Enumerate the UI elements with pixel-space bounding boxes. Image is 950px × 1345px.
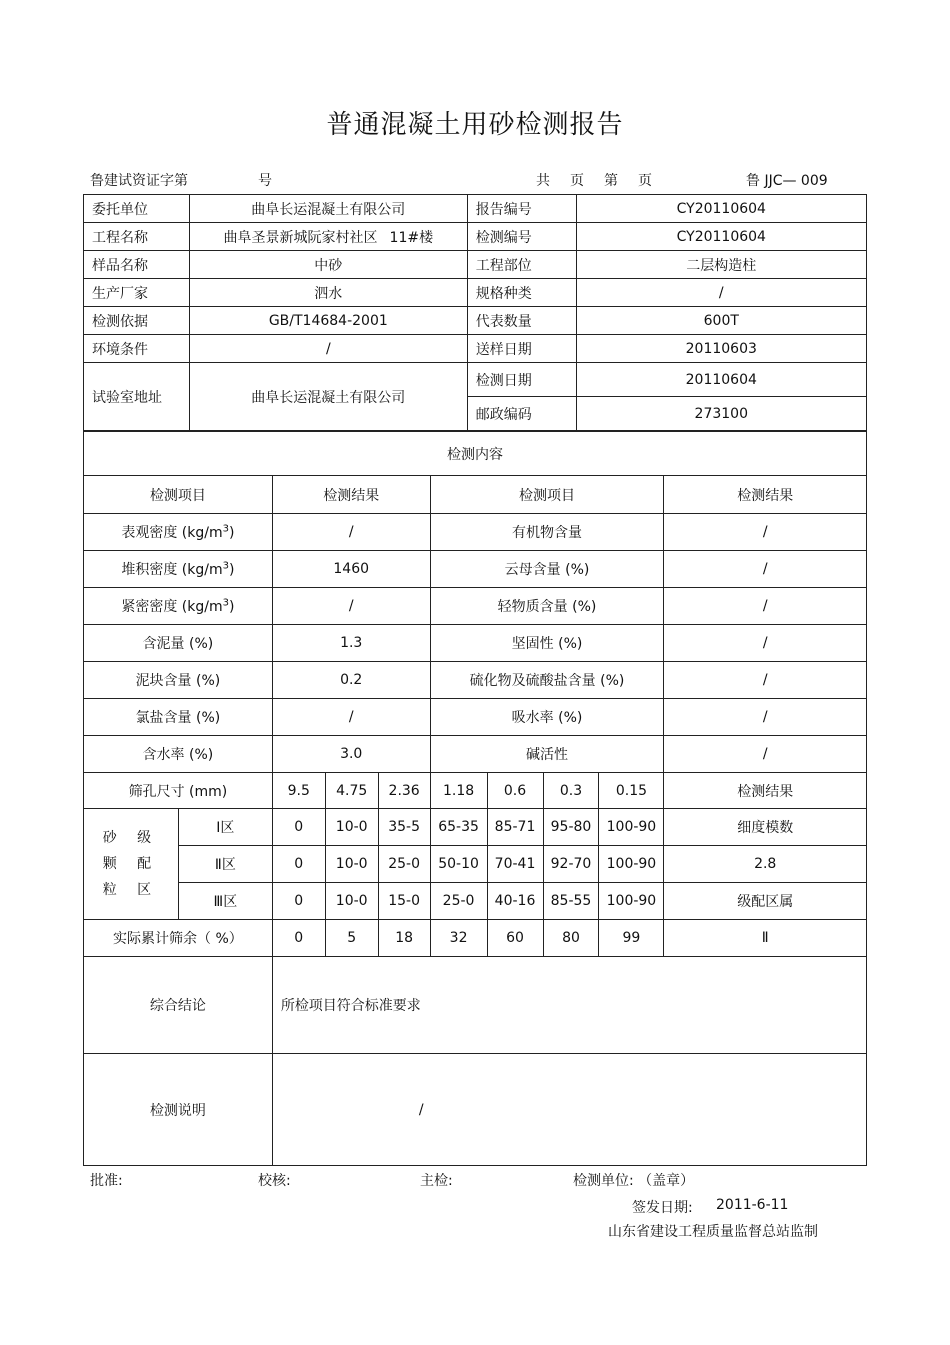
- sieve-size: 9.5: [272, 773, 325, 809]
- conclusion-text: 所检项目符合标准要求: [272, 957, 866, 1054]
- zone-name: Ⅲ区: [178, 883, 272, 920]
- zone-class-label: 级配区属: [664, 883, 867, 920]
- zone-value: 85-71: [487, 809, 543, 846]
- client-label: 委托单位: [84, 195, 190, 223]
- zone-value: 25-0: [378, 846, 430, 883]
- item-value: /: [272, 588, 430, 625]
- manufacturer-label: 生产厂家: [84, 279, 190, 307]
- zone-value: 100-90: [599, 883, 664, 920]
- zone-value: 0: [272, 883, 325, 920]
- item-label: 坚固性 (%): [430, 625, 664, 662]
- zone-value: 70-41: [487, 846, 543, 883]
- item-label: 泥块含量 (%): [84, 662, 273, 699]
- page-label-2: 第: [604, 173, 618, 189]
- item-label: 含水率 (%): [84, 736, 273, 773]
- item-label-text: 紧密密度 (kg/m: [121, 599, 223, 615]
- zone-value: 100-90: [599, 846, 664, 883]
- item-label-sup: 3: [222, 523, 229, 535]
- postcode-value: 273100: [576, 397, 866, 431]
- item-label-text: 堆积密度 (kg/m: [121, 562, 223, 578]
- zone-value: 100-90: [599, 809, 664, 846]
- cert-suffix: 号: [258, 173, 272, 189]
- sieve-size: 4.75: [325, 773, 378, 809]
- zone-value: 0: [272, 846, 325, 883]
- zone-name: Ⅱ区: [178, 846, 272, 883]
- actual-value: 60: [487, 920, 543, 957]
- spec-value: /: [576, 279, 866, 307]
- item-value: /: [664, 588, 867, 625]
- form-code: 鲁 JJC— 009: [746, 173, 828, 189]
- actual-value: 99: [599, 920, 664, 957]
- item-label: [84, 551, 273, 588]
- sent-date-label: 送样日期: [467, 335, 576, 363]
- item-value: 1.3: [272, 625, 430, 662]
- zone-value: 65-35: [430, 809, 487, 846]
- test-date-value: 20110604: [576, 363, 866, 397]
- item-label-close: ): [228, 599, 235, 615]
- actual-value: 5: [325, 920, 378, 957]
- zone-value: 50-10: [430, 846, 487, 883]
- test-date-label: 检测日期: [467, 363, 576, 397]
- review-label: 校核:: [258, 1173, 291, 1189]
- item-label-sup: 3: [222, 560, 229, 572]
- zone-value: 10-0: [325, 846, 378, 883]
- notes-text: /: [272, 1054, 866, 1166]
- item-label: 硫化物及硫酸盐含量 (%): [430, 662, 664, 699]
- test-no-label: 检测编号: [467, 223, 576, 251]
- item-label: 轻物质含量 (%): [430, 588, 664, 625]
- item-value: 1460: [272, 551, 430, 588]
- item-value: /: [664, 699, 867, 736]
- report-no-label: 报告编号: [467, 195, 576, 223]
- item-label: [84, 514, 273, 551]
- item-label: 氯盐含量 (%): [84, 699, 273, 736]
- zone-value: 40-16: [487, 883, 543, 920]
- manufacturer-value: 泗水: [189, 279, 467, 307]
- item-value: /: [664, 625, 867, 662]
- col-item-left: 检测项目: [84, 476, 273, 514]
- approve-label: 批准:: [90, 1173, 123, 1189]
- item-label: [84, 588, 273, 625]
- spec-label: 规格种类: [467, 279, 576, 307]
- postcode-label: 邮政编码: [467, 397, 576, 431]
- item-label: 吸水率 (%): [430, 699, 664, 736]
- notes-label: 检测说明: [84, 1054, 273, 1166]
- item-value: /: [272, 699, 430, 736]
- grading-label-line: 粒 区: [102, 882, 160, 898]
- actual-label: 实际累计筛余（ %）: [84, 920, 273, 957]
- grading-label-line: 砂 级: [102, 830, 160, 846]
- actual-value: 0: [272, 920, 325, 957]
- col-result-left: 检测结果: [272, 476, 430, 514]
- grading-zone-label: [84, 809, 179, 920]
- zone-name: Ⅰ区: [178, 809, 272, 846]
- zone-value: 85-55: [543, 883, 599, 920]
- issue-date-label: 签发日期:: [632, 1200, 693, 1216]
- conclusion-label: 综合结论: [84, 957, 273, 1054]
- total-label: 共: [536, 173, 550, 189]
- sieve-result-label: 检测结果: [664, 773, 867, 809]
- zone-value: 35-5: [378, 809, 430, 846]
- item-label: 碱活性: [430, 736, 664, 773]
- item-label-sup: 3: [222, 597, 229, 609]
- section-title: 检测内容: [84, 432, 867, 476]
- actual-zone: Ⅱ: [664, 920, 867, 957]
- project-label: 工程名称: [84, 223, 190, 251]
- item-value: 0.2: [272, 662, 430, 699]
- item-value: /: [272, 514, 430, 551]
- item-label-close: ): [228, 562, 235, 578]
- actual-value: 80: [543, 920, 599, 957]
- sample-label: 样品名称: [84, 251, 190, 279]
- unit-label: 检测单位: （盖章）: [573, 1173, 695, 1189]
- col-result-right: 检测结果: [664, 476, 867, 514]
- content-table: [83, 431, 867, 1166]
- sieve-size-label: 筛孔尺寸 (mm): [84, 773, 273, 809]
- report-title: 普通混凝土用砂检测报告: [326, 110, 624, 140]
- item-label: 含泥量 (%): [84, 625, 273, 662]
- fineness-value: 2.8: [664, 846, 867, 883]
- item-label-text: 表观密度 (kg/m: [121, 525, 223, 541]
- actual-value: 18: [378, 920, 430, 957]
- lab-label: 试验室地址: [84, 363, 190, 431]
- quantity-label: 代表数量: [467, 307, 576, 335]
- sample-value: 中砂: [189, 251, 467, 279]
- part-value: 二层构造柱: [576, 251, 866, 279]
- sieve-size: 2.36: [378, 773, 430, 809]
- test-no-value: CY20110604: [576, 223, 866, 251]
- sent-date-value: 20110603: [576, 335, 866, 363]
- part-label: 工程部位: [467, 251, 576, 279]
- item-value: /: [664, 662, 867, 699]
- client-value: 曲阜长运混凝土有限公司: [189, 195, 467, 223]
- issue-date: 2011-6-11: [716, 1197, 789, 1213]
- zone-value: 95-80: [543, 809, 599, 846]
- project-value: [189, 223, 467, 251]
- sieve-size: 0.15: [599, 773, 664, 809]
- actual-value: 32: [430, 920, 487, 957]
- zone-value: 25-0: [430, 883, 487, 920]
- page-label-3: 页: [638, 173, 652, 189]
- item-value: 3.0: [272, 736, 430, 773]
- basis-value: GB/T14684-2001: [189, 307, 467, 335]
- basis-label: 检测依据: [84, 307, 190, 335]
- sieve-size: 1.18: [430, 773, 487, 809]
- env-label: 环境条件: [84, 335, 190, 363]
- item-label-close: ): [228, 525, 235, 541]
- item-value: /: [664, 736, 867, 773]
- inspector-label: 主检:: [420, 1173, 453, 1189]
- zone-value: 15-0: [378, 883, 430, 920]
- item-value: /: [664, 551, 867, 588]
- project-name: 曲阜圣景新城阮家村社区: [223, 229, 378, 246]
- env-value: /: [189, 335, 467, 363]
- cert-prefix: 鲁建试资证字第: [90, 173, 188, 189]
- quantity-value: 600T: [576, 307, 866, 335]
- sieve-size: 0.3: [543, 773, 599, 809]
- lab-value: 曲阜长运混凝土有限公司: [189, 363, 467, 431]
- supervisor: 山东省建设工程质量监督总站监制: [608, 1224, 818, 1240]
- zone-value: 92-70: [543, 846, 599, 883]
- fineness-label: 细度模数: [664, 809, 867, 846]
- page-label-1: 页: [570, 173, 584, 189]
- item-label: 有机物含量: [430, 514, 664, 551]
- info-table: [83, 194, 867, 431]
- zone-value: 10-0: [325, 883, 378, 920]
- grading-label-line: 颗 配: [102, 856, 160, 872]
- project-building: 11#楼: [389, 229, 434, 246]
- col-item-right: 检测项目: [430, 476, 664, 514]
- zone-value: 0: [272, 809, 325, 846]
- zone-value: 10-0: [325, 809, 378, 846]
- item-label: 云母含量 (%): [430, 551, 664, 588]
- report-no-value: CY20110604: [576, 195, 866, 223]
- sieve-size: 0.6: [487, 773, 543, 809]
- item-value: /: [664, 514, 867, 551]
